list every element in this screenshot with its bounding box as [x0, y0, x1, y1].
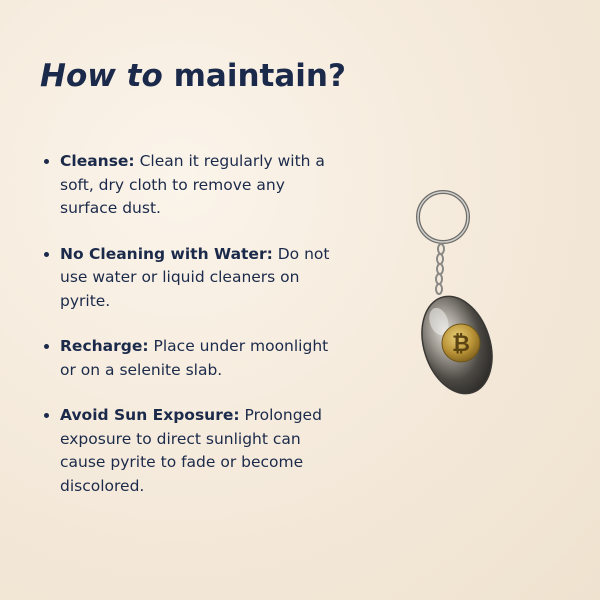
tips-list: [44, 150, 334, 520]
tip-cleanse: [44, 150, 334, 221]
title-italic: How to: [40, 58, 163, 94]
bitcoin-coin-icon: [442, 324, 480, 362]
key-ring-icon: [418, 192, 468, 242]
tip-recharge: [44, 335, 334, 382]
chain-icon: [436, 244, 444, 294]
tip-no-water: [44, 243, 334, 314]
bullet-icon: [44, 413, 49, 418]
title-rest: maintain?: [173, 58, 346, 94]
page-title: [40, 58, 346, 94]
tip-text: Do not use water or liquid cleaners on pyrite.: [60, 244, 330, 310]
tip-title: Avoid Sun Exposure:: [60, 406, 240, 424]
keychain-image: [405, 185, 515, 405]
tip-title: Cleanse:: [60, 152, 135, 170]
tip-text: Place under moonlight or on a selenite slab.: [60, 337, 329, 379]
tip-text: Prolonged exposure to direct sunlight can cause pyrite to fade or become discolored.: [60, 406, 322, 495]
bullet-icon: [44, 344, 49, 349]
tip-title: Recharge:: [60, 337, 149, 355]
bullet-icon: [44, 159, 49, 164]
bullet-icon: [44, 252, 49, 257]
tip-text: Clean it regularly with a soft, dry cloth to remove any surface dust.: [60, 152, 325, 217]
tip-title: No Cleaning with Water:: [60, 244, 273, 263]
tip-avoid-sun: [44, 404, 334, 498]
svg-text:₿: ₿: [452, 332, 470, 357]
